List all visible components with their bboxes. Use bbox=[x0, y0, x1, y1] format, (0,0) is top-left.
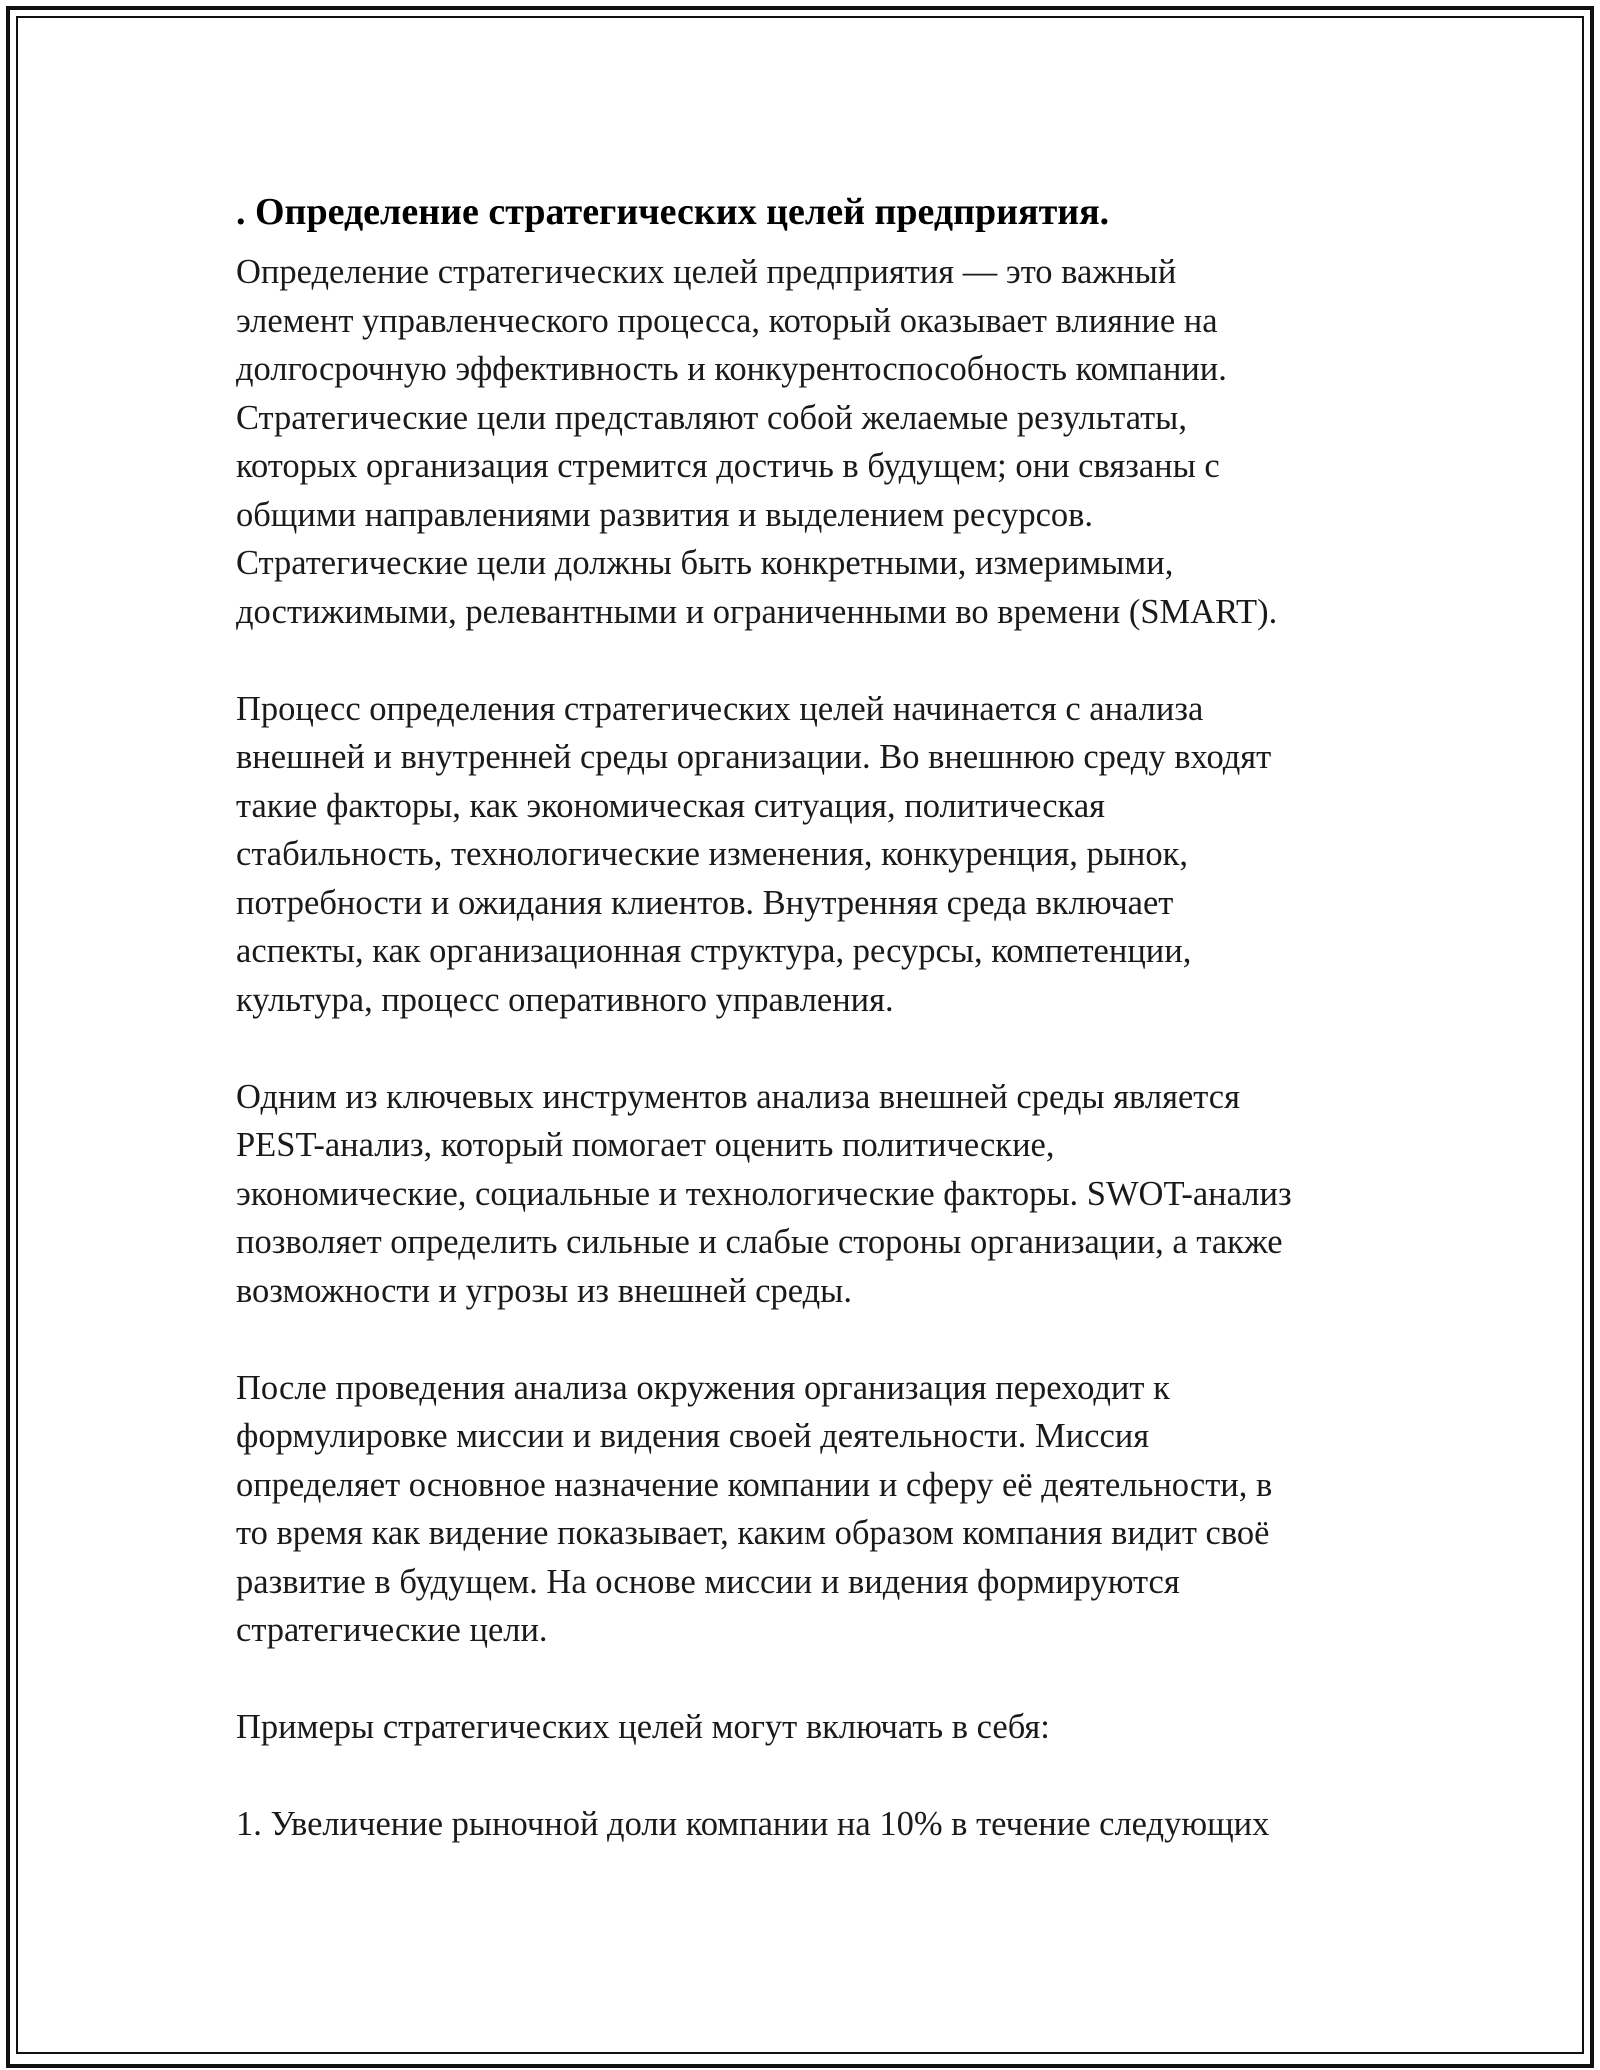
paragraph-line: определяет основное назначение компании и сферу её деятельности, в bbox=[236, 1465, 1273, 1504]
paragraph-line: После проведения анализа окружения организация переходит к bbox=[236, 1368, 1170, 1407]
paragraph-line: общими направлениями развития и выделением ресурсов. bbox=[236, 495, 1094, 534]
paragraph-line: то время как видение показывает, каким образом компания видит своё bbox=[236, 1514, 1270, 1552]
paragraph-line: Стратегические цели представляют собой желаемые результаты, bbox=[236, 398, 1187, 437]
paragraph-line: стратегические цели. bbox=[236, 1611, 548, 1649]
paragraph-line: Одним из ключевых инструментов анализа внешней среды является bbox=[236, 1077, 1240, 1116]
paragraph-1 bbox=[236, 248, 1376, 636]
paragraph-line: экономические, социальные и технологические факторы. SWOT-анализ bbox=[236, 1174, 1292, 1213]
paragraph-line: PEST-анализ, который помогает оценить политические, bbox=[236, 1126, 1055, 1164]
paragraph-line: Стратегические цели должны быть конкретными, измеримыми, bbox=[236, 544, 1174, 582]
paragraph-4 bbox=[236, 1364, 1376, 1655]
paragraph-line: которых организация стремится достичь в будущем; они связаны с bbox=[236, 447, 1220, 485]
paragraph-line: достижимыми, релевантными и ограниченными во времени (SMART). bbox=[236, 592, 1278, 631]
paragraph-line: долгосрочную эффективность и конкурентоспособность компании. bbox=[236, 350, 1227, 388]
paragraph-line: 1. Увеличение рыночной доли компании на 10% в течение следующих bbox=[236, 1805, 1270, 1843]
paragraph-line: внешней и внутренней среды организации. Во внешнюю среду входят bbox=[236, 738, 1272, 776]
paragraph-line: аспекты, как организационная структура, ресурсы, компетенции, bbox=[236, 932, 1192, 970]
paragraph-3 bbox=[236, 1073, 1376, 1316]
paragraph-line: возможности и угрозы из внешней среды. bbox=[236, 1271, 852, 1310]
paragraph-line: Примеры стратегических целей могут включать в себя: bbox=[236, 1708, 1050, 1746]
document-page bbox=[236, 186, 1376, 1897]
paragraph-line: культура, процесс оперативного управления. bbox=[236, 980, 894, 1019]
paragraph-2 bbox=[236, 685, 1376, 1025]
paragraph-line: потребности и ожидания клиентов. Внутренняя среда включает bbox=[236, 883, 1174, 922]
paragraph-line: развитие в будущем. На основе миссии и видения формируются bbox=[236, 1562, 1180, 1601]
paragraph-line: такие факторы, как экономическая ситуация, политическая bbox=[236, 786, 1106, 825]
paragraph-line: элемент управленческого процесса, который оказывает влияние на bbox=[236, 301, 1218, 340]
list-item-1 bbox=[236, 1800, 1376, 1849]
paragraph-5 bbox=[236, 1703, 1376, 1752]
paragraph-line: Определение стратегических целей предприятия — это важный bbox=[236, 253, 1177, 291]
document-heading: . Определение стратегических целей предприятия. bbox=[236, 191, 1110, 233]
paragraph-line: позволяет определить сильные и слабые стороны организации, а также bbox=[236, 1223, 1283, 1261]
paragraph-line: Процесс определения стратегических целей начинается с анализа bbox=[236, 689, 1204, 728]
paragraph-line: формулировке миссии и видения своей деятельности. Миссия bbox=[236, 1417, 1150, 1455]
paragraph-line: стабильность, технологические изменения, конкуренция, рынок, bbox=[236, 835, 1188, 873]
